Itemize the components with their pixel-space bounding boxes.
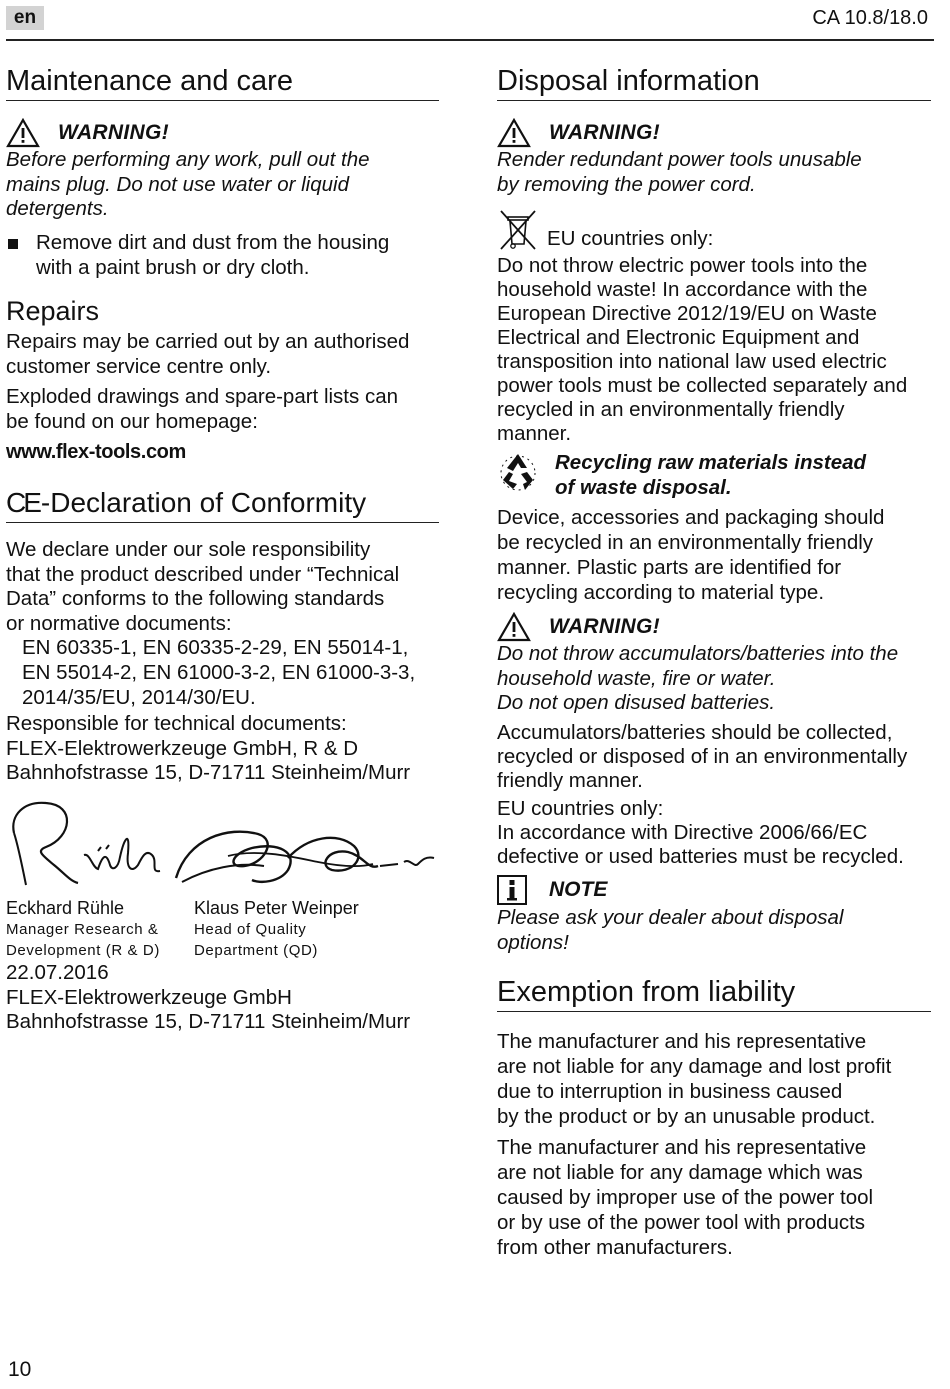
exemption-line: are not liable for any damage which was	[497, 1161, 863, 1184]
warning-line: Render redundant power tools unusable	[497, 148, 862, 171]
exemption-line: from other manufacturers.	[497, 1236, 733, 1259]
note-line: Please ask your dealer about disposal	[497, 906, 844, 929]
disposal-section	[497, 64, 931, 101]
warning-line: by removing the power cord.	[497, 172, 756, 196]
declaration-line: that the product described under “Technical	[6, 562, 400, 586]
eu-line: Do not throw electric power tools into the	[497, 254, 868, 277]
eu-line: transposition into national law used electric	[497, 350, 887, 373]
warning-line: Before performing any work, pull out the	[6, 148, 370, 171]
declaration-section	[6, 486, 439, 523]
model-number: CA 10.8/18.0	[812, 7, 928, 29]
note-line: options!	[497, 930, 569, 954]
device-text	[497, 505, 931, 605]
company-line: FLEX-Elektrowerkzeuge GmbH	[6, 985, 292, 1009]
ce-mark-icon: CE	[6, 487, 39, 518]
recycling-line: of waste disposal.	[555, 476, 732, 499]
device-line: manner. Plastic parts are identified for	[497, 556, 842, 579]
signature-weinper-image	[168, 818, 438, 896]
warning-line: household waste, fire or water.	[497, 666, 776, 690]
warning-triangle-icon	[497, 612, 531, 642]
declaration-line: or normative documents:	[6, 611, 232, 635]
exemption-line: caused by improper use of the power tool	[497, 1186, 874, 1209]
maintenance-title: Maintenance and care	[6, 64, 439, 101]
warning-label: WARNING!	[549, 121, 660, 144]
responsible-line: Bahnhofstrasse 15, D-71711 Steinheim/Murr	[6, 761, 411, 785]
maintenance-warning	[6, 118, 439, 222]
maintenance-section	[6, 64, 439, 101]
signer-name: Klaus Peter Weinper	[194, 898, 359, 918]
eu-line: defective or used batteries must be recycled.	[497, 845, 904, 868]
bullet-line: with a paint brush or dry cloth.	[36, 255, 310, 279]
signer-name: Eckhard Rühle	[6, 898, 125, 918]
signer-role: Head of Quality	[194, 921, 307, 938]
signer-role: Manager Research &	[6, 921, 159, 938]
exemption-line: or by use of the power tool with products	[497, 1211, 866, 1234]
signer-weinper	[194, 897, 434, 961]
warning-triangle-icon	[497, 118, 531, 148]
standards-line: EN 55014-2, EN 61000-3-2, EN 61000-3-3,	[22, 660, 416, 684]
warning-line: detergents.	[6, 197, 109, 221]
exemption-text	[497, 1029, 931, 1260]
accumulator-line: friendly manner.	[497, 769, 643, 792]
bullet-line: Remove dirt and dust from the housing	[36, 231, 390, 254]
responsible-line: Responsible for technical documents:	[6, 712, 347, 736]
company-line: Bahnhofstrasse 15, D-71711 Steinheim/Murr	[6, 1010, 411, 1034]
crossed-bin-icon	[497, 208, 539, 252]
accumulator-line: recycled or disposed of in an environmentally	[497, 745, 908, 768]
eu-line: household waste! In accordance with the	[497, 278, 868, 301]
repairs-line: Exploded drawings and spare-part lists can	[6, 385, 398, 409]
eu-line: recycled in an environmentally friendly	[497, 398, 845, 421]
responsible-line: FLEX-Elektrowerkzeuge GmbH, R & D	[6, 736, 359, 760]
device-line: Device, accessories and packaging should	[497, 506, 885, 529]
bullet-square-icon	[8, 239, 18, 249]
recycle-icon	[497, 450, 539, 492]
warning-line: Do not open disused batteries.	[497, 691, 776, 715]
recycling-line: Recycling raw materials instead	[555, 451, 867, 474]
accumulator-line: Accumulators/batteries should be collected,	[497, 721, 893, 744]
device-line: recycling according to material type.	[497, 581, 825, 604]
note-block	[497, 874, 931, 955]
battery-warning	[497, 612, 931, 716]
homepage-url: www.flex-tools.com	[6, 441, 186, 464]
exemption-line: by the product or by an unusable product.	[497, 1105, 876, 1128]
warning-line: mains plug. Do not use water or liquid	[6, 172, 349, 196]
repairs-line: Repairs may be carried out by an authorised	[6, 330, 410, 353]
exemption-line: The manufacturer and his representative	[497, 1030, 867, 1053]
recycling-block	[497, 450, 931, 500]
exemption-section	[497, 975, 931, 1012]
signature-ruehle-image	[6, 795, 166, 890]
repairs-line: be found on our homepage:	[6, 409, 258, 433]
eu-line: Electrical and Electronic Equipment and	[497, 326, 860, 349]
declaration-footer	[6, 961, 439, 1035]
repairs-title: Repairs	[6, 296, 100, 326]
repairs-text	[6, 330, 439, 465]
note-label: NOTE	[549, 878, 608, 901]
declaration-text	[6, 538, 439, 786]
exemption-line: due to interruption in business caused	[497, 1080, 843, 1103]
info-icon	[497, 875, 527, 905]
signer-role: Development (R & D)	[6, 942, 160, 959]
standards-line: EN 60335-1, EN 60335-2-29, EN 55014-1,	[22, 636, 409, 660]
warning-label: WARNING!	[58, 121, 169, 144]
warning-triangle-icon	[6, 118, 40, 148]
signer-ruehle	[6, 897, 191, 961]
disposal-warning	[497, 118, 931, 197]
eu-countries-label: EU countries only:	[497, 797, 664, 820]
declaration-title: -Declaration of Conformity	[40, 487, 367, 518]
exemption-line: The manufacturer and his representative	[497, 1136, 867, 1159]
eu-countries-label: EU countries only:	[547, 227, 714, 251]
declaration-line: We declare under our sole responsibility	[6, 538, 371, 561]
eu-line: In accordance with Directive 2006/66/EC	[497, 821, 868, 844]
language-badge: en	[6, 6, 44, 30]
disposal-title: Disposal information	[497, 64, 931, 101]
accumulator-text	[497, 721, 931, 869]
signer-role: Department (QD)	[194, 942, 319, 959]
repairs-line: customer service centre only.	[6, 354, 272, 378]
maintenance-bullet	[6, 231, 439, 280]
declaration-date: 22.07.2016	[6, 961, 109, 984]
standards-line: 2014/35/EU, 2014/30/EU.	[22, 685, 256, 709]
page-number: 10	[8, 1358, 32, 1381]
header-rule	[6, 39, 934, 41]
exemption-title: Exemption from liability	[497, 975, 931, 1012]
eu-line: power tools must be collected separately and	[497, 374, 908, 397]
exemption-line: are not liable for any damage and lost profit	[497, 1055, 892, 1078]
repairs-section	[6, 295, 439, 327]
weee-block	[497, 206, 931, 446]
device-line: be recycled in an environmentally friendly	[497, 531, 874, 554]
eu-line: European Directive 2012/19/EU on Waste	[497, 302, 877, 325]
declaration-line: Data” conforms to the following standards	[6, 587, 385, 611]
warning-line: Do not throw accumulators/batteries into the	[497, 642, 899, 665]
warning-label: WARNING!	[549, 615, 660, 638]
eu-line: manner.	[497, 422, 572, 445]
